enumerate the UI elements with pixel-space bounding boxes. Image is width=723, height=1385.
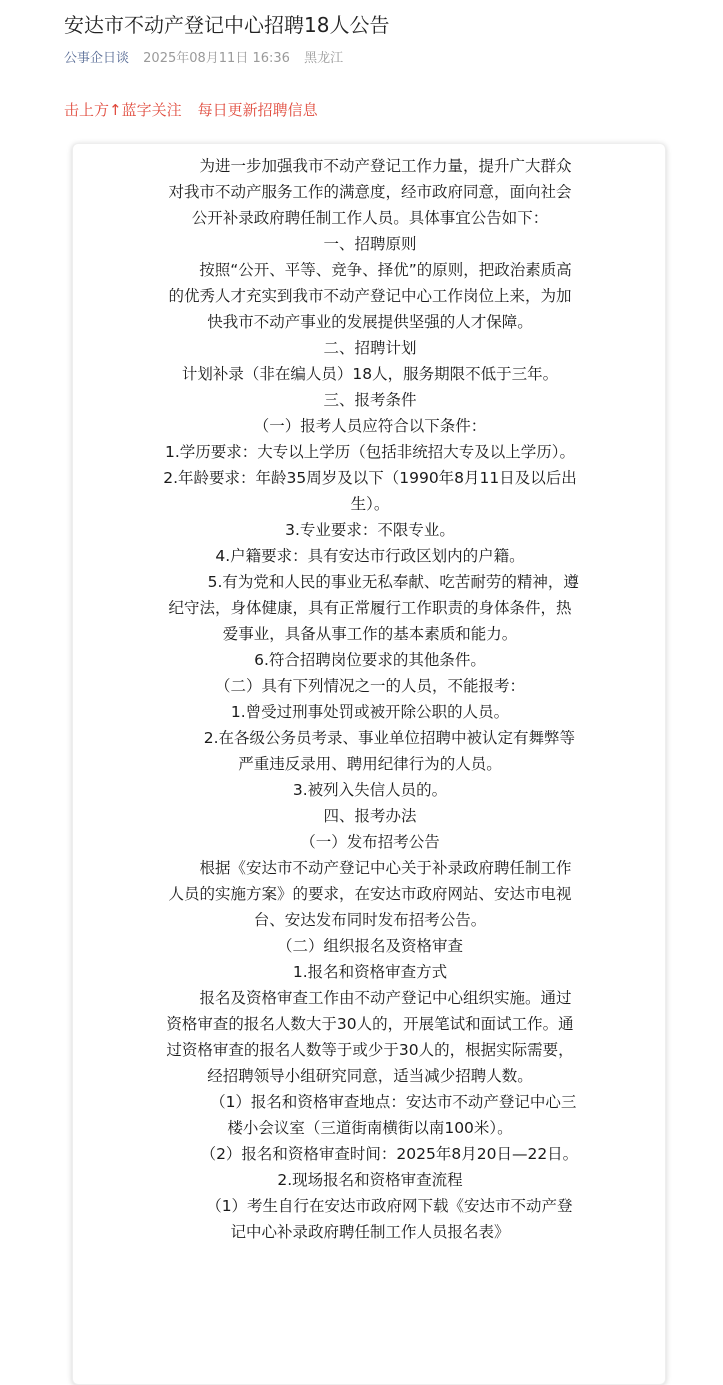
article-meta (64, 50, 343, 68)
body-paragraph: 3.专业要求：不限专业。 (285, 521, 455, 539)
account-name-link[interactable]: 公事企日谈 (64, 51, 130, 66)
body-paragraph: （2）报名和资格审查时间：2025年8月20日—22日。 (200, 1145, 579, 1163)
follow-promo (64, 99, 318, 121)
section-heading: 二、招聘计划 (323, 339, 417, 357)
subsection-heading: （二）具有下列情况之一的人员，不能报考： (214, 677, 525, 695)
subsection-heading: （二）组织报名及资格审查 (276, 937, 463, 955)
body-paragraph: 根据《安达市不动产登记中心关于补录政府聘任制工作人员的实施方案》的要求，在安达市政府网站、安达市电视台、安达发布同时发布招考公告。 (168, 859, 572, 929)
body-paragraph: 为进一步加强我市不动产登记工作力量，提升广大群众对我市不动产服务工作的满意度，经市政府同意，面向社会公开补录政府聘任制工作人员。具体事宜公告如下： (168, 157, 572, 227)
body-paragraph: 报名及资格审查工作由不动产登记中心组织实施。通过资格审查的报名人数大于30人的，开展笔试和面试工作。通过资格审查的报名人数等于或少于30人的，根据实际需要，经招聘领导小组研究同意，适当减少招聘人数。 (166, 989, 574, 1085)
body-paragraph: 计划补录（非在编人员）18人，服务期限不低于三年。 (181, 365, 559, 383)
article-body (161, 153, 579, 1245)
daily-update-note: 每日更新招聘信息 (197, 101, 318, 119)
subsection-heading: （一）报考人员应符合以下条件： (253, 417, 487, 435)
section-heading: 一、招聘原则 (323, 235, 417, 253)
body-paragraph: 3.被列入失信人员的。 (292, 781, 448, 799)
section-heading: 三、报考条件 (323, 391, 417, 409)
body-paragraph: 4.户籍要求：具有安达市行政区划内的户籍。 (215, 547, 525, 565)
article-title: 安达市不动产登记中心招聘18人公告 (64, 13, 390, 37)
body-paragraph: 1.报名和资格审查方式 (292, 963, 448, 981)
follow-prompt[interactable]: 击上方↑蓝字关注 (64, 101, 182, 119)
body-paragraph: 6.符合招聘岗位要求的其他条件。 (254, 651, 486, 669)
body-paragraph: 按照“公开、平等、竞争、择优”的原则，把政治素质高的优秀人才充实到我市不动产登记中心工作岗位上来，为加快我市不动产事业的发展提供坚强的人才保障。 (168, 261, 572, 331)
subsection-heading: （一）发布招考公告 (300, 833, 440, 851)
body-paragraph: 1.学历要求：大专以上学历（包括非统招大专及以上学历）。 (164, 443, 576, 461)
body-paragraph: （1）考生自行在安达市政府网下载《安达市不动产登记中心补录政府聘任制工作人员报名表》 (206, 1197, 573, 1241)
body-paragraph: 2.在各级公务员考录、事业单位招聘中被认定有舞弊等严重违反录用、聘用纪律行为的人员。 (203, 729, 576, 773)
publish-region: 黑龙江 (304, 51, 344, 66)
body-paragraph: （1）报名和资格审查地点：安达市不动产登记中心三楼小会议室（三道街南横街以南100米）。 (210, 1093, 577, 1137)
body-paragraph: 2.年龄要求：年龄35周岁及以下（1990年8月11日及以后出生）。 (163, 469, 577, 513)
body-paragraph: 1.曾受过刑事处罚或被开除公职的人员。 (230, 703, 510, 721)
section-heading: 四、报考办法 (323, 807, 417, 825)
article-card (72, 143, 666, 1385)
body-paragraph: 5.有为党和人民的事业无私奉献、吃苦耐劳的精神，遵纪守法，身体健康，具有正常履行工作职责的身体条件，热爱事业，具备从事工作的基本素质和能力。 (168, 573, 579, 643)
body-paragraph: 2.现场报名和资格审查流程 (277, 1171, 463, 1189)
publish-date: 2025年08月11日 16:36 (143, 51, 290, 66)
